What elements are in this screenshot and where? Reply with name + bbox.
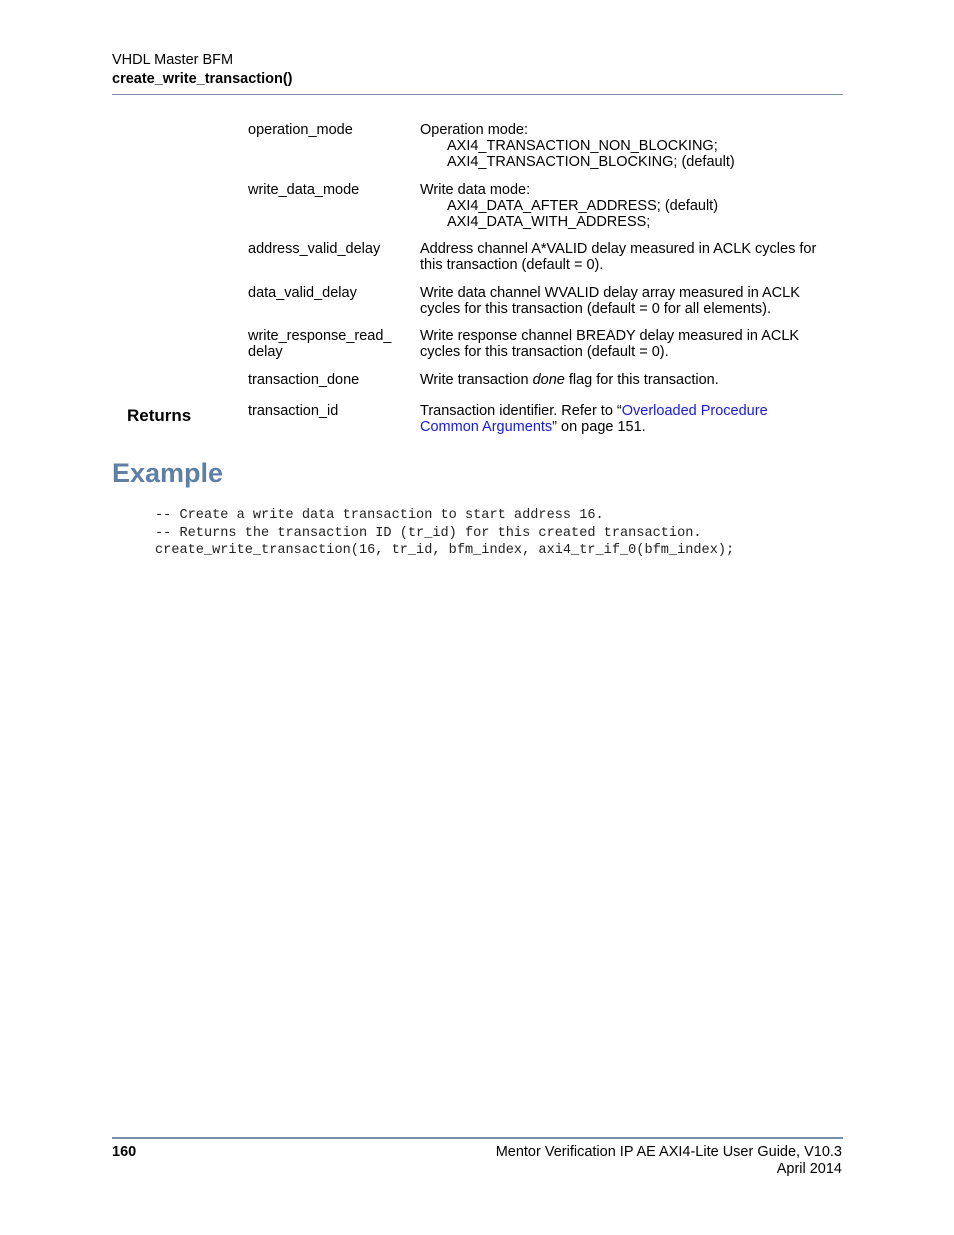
code-line: -- Create a write data transaction to start address 16. bbox=[155, 508, 604, 523]
param-name-address-valid-delay: address_valid_delay bbox=[248, 241, 381, 257]
returns-heading: Returns bbox=[127, 406, 192, 425]
header-rule bbox=[112, 94, 843, 95]
param-desc-address-valid-delay: Address channel A*VALID delay measured in ACLK cycles for this transaction (default = 0). bbox=[420, 241, 817, 273]
doc-title: Mentor Verification IP AE AXI4-Lite User Guide, V10.3 bbox=[495, 1144, 842, 1160]
param-desc-transaction-done: Write transaction done flag for this transaction. bbox=[420, 372, 719, 388]
overloaded-procedure-link[interactable]: Overloaded Procedure bbox=[621, 403, 768, 419]
footer-info bbox=[496, 1144, 842, 1178]
param-name-write-data-mode: write_data_mode bbox=[248, 182, 360, 198]
footer-rule bbox=[112, 1137, 843, 1139]
return-desc-transaction-id: Transaction identifier. Refer to “Overloaded Procedure Common Arguments” on page 151. bbox=[420, 403, 768, 435]
common-arguments-link[interactable]: Common Arguments bbox=[420, 419, 553, 435]
param-desc-write-response-read-delay: Write response channel BREADY delay measured in ACLK cycles for this transaction (default = 0). bbox=[420, 328, 800, 360]
running-header-function: create_write_transaction() bbox=[112, 71, 293, 87]
page-number: 160 bbox=[112, 1144, 137, 1160]
param-name-transaction-done: transaction_done bbox=[248, 372, 360, 388]
param-desc-data-valid-delay: Write data channel WVALID delay array measured in ACLK cycles for this transaction (default = 0 for all elements). bbox=[420, 285, 800, 317]
param-desc-operation-mode: Operation mode: AXI4_TRANSACTION_NON_BLOCKING; AXI4_TRANSACTION_BLOCKING; (default) bbox=[420, 122, 735, 170]
running-header-section: VHDL Master BFM bbox=[112, 52, 234, 68]
return-name-transaction-id: transaction_id bbox=[248, 403, 339, 419]
code-line: create_write_transaction(16, tr_id, bfm_index, axi4_tr_if_0(bfm_index); bbox=[155, 543, 735, 558]
doc-date: April 2014 bbox=[776, 1161, 842, 1177]
param-name-operation-mode: operation_mode bbox=[248, 122, 353, 138]
example-heading: Example bbox=[112, 458, 224, 488]
param-desc-write-data-mode: Write data mode: AXI4_DATA_AFTER_ADDRESS; (default) AXI4_DATA_WITH_ADDRESS; bbox=[420, 182, 719, 230]
code-example bbox=[155, 507, 734, 560]
param-name-write-response-read-delay: write_response_read_ delay bbox=[248, 328, 392, 360]
param-name-data-valid-delay: data_valid_delay bbox=[248, 285, 357, 301]
code-line: -- Returns the transaction ID (tr_id) for this created transaction. bbox=[155, 525, 702, 541]
